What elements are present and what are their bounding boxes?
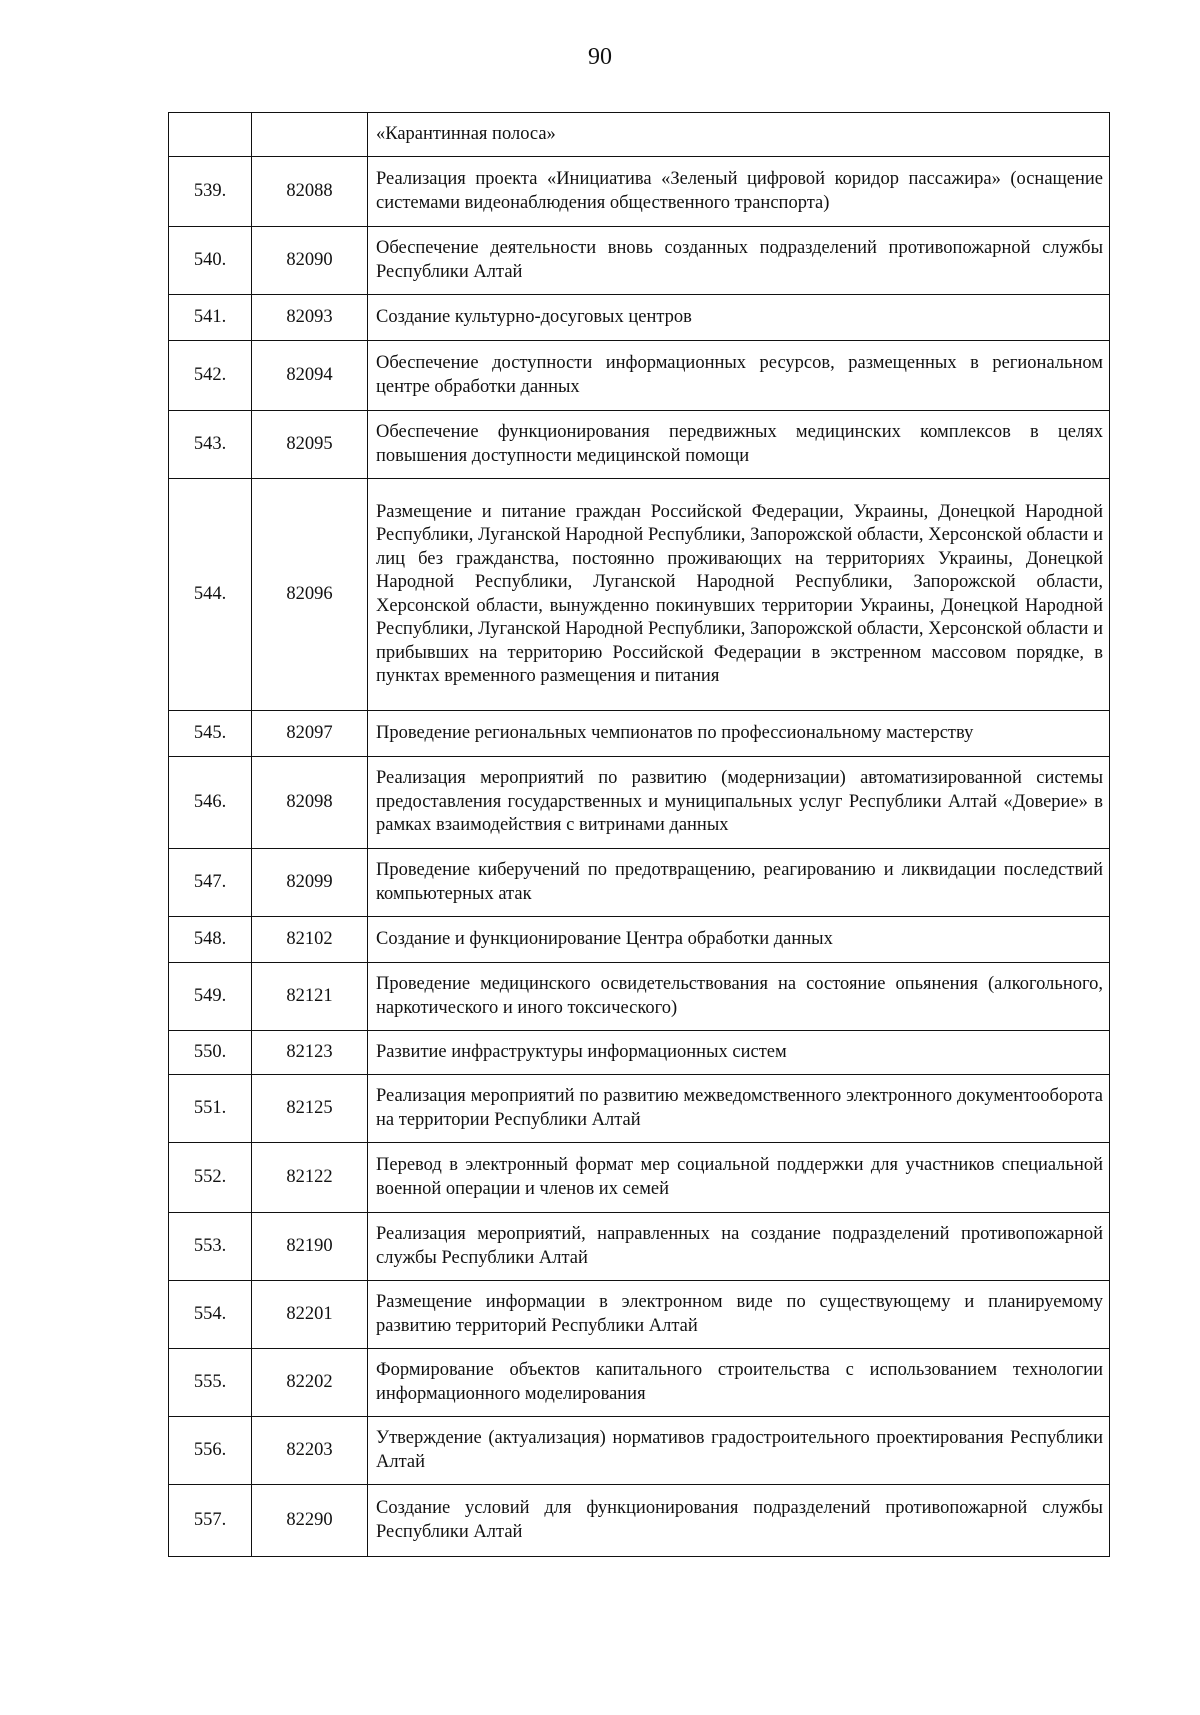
row-number: 554. (169, 1281, 252, 1349)
table-row (169, 849, 1110, 917)
row-number: 555. (169, 1349, 252, 1417)
row-text: Перевод в электронный формат мер социальной поддержки для участников специальной военной операции и членов их семей (368, 1143, 1110, 1213)
row-code: 82123 (252, 1031, 368, 1075)
row-code: 82121 (252, 963, 368, 1031)
table-row (169, 917, 1110, 963)
row-number: 552. (169, 1143, 252, 1213)
table-row (169, 757, 1110, 849)
row-text: Обеспечение деятельности вновь созданных подразделений противопожарной службы Республики Алтай (368, 227, 1110, 295)
row-code: 82097 (252, 711, 368, 757)
row-text: Развитие инфраструктуры информационных систем (368, 1031, 1110, 1075)
row-number: 540. (169, 227, 252, 295)
row-number: 541. (169, 295, 252, 341)
row-text: Реализация мероприятий по развитию (модернизации) автоматизированной системы предоставления государственных и муниципальных услуг Республики Алтай «Доверие» в рамках взаимодействия с витринами данных (368, 757, 1110, 849)
row-text: Создание культурно-досуговых центров (368, 295, 1110, 341)
row-number: 557. (169, 1485, 252, 1557)
table-row (169, 1213, 1110, 1281)
row-text: Утверждение (актуализация) нормативов градостроительного проектирования Республики Алтай (368, 1417, 1110, 1485)
row-code: 82290 (252, 1485, 368, 1557)
row-number: 550. (169, 1031, 252, 1075)
row-number: 543. (169, 411, 252, 479)
row-number: 545. (169, 711, 252, 757)
row-code: 82190 (252, 1213, 368, 1281)
row-number: 548. (169, 917, 252, 963)
row-text: Размещение информации в электронном виде по существующему и планируемому развитию территорий Республики Алтай (368, 1281, 1110, 1349)
table-row (169, 227, 1110, 295)
table-row (169, 711, 1110, 757)
row-text: Обеспечение функционирования передвижных медицинских комплексов в целях повышения доступности медицинской помощи (368, 411, 1110, 479)
table-row (169, 157, 1110, 227)
row-code: 82099 (252, 849, 368, 917)
row-text: Реализация проекта «Инициатива «Зеленый цифровой коридор пассажира» (оснащение системами видеонаблюдения общественного транспорта) (368, 157, 1110, 227)
row-text: Размещение и питание граждан Российской Федерации, Украины, Донецкой Народной Республики, Луганской Народной Республики, Запорожской области, Херсонской области и лиц без гражданства, постоянно проживающих на территориях Украины, Донецкой Народной Республики, Луганской Народной Республики, Запорожской области, Херсонской области, вынужденно покинувших территории Украины, Донецкой Народной Республики, Луганской Народной Республики, Запорожской области, Херсонской области и прибывших на территорию Российской Федерации в экстренном массовом порядке, в пунктах временного размещения и питания (368, 479, 1110, 711)
table-row (169, 411, 1110, 479)
row-number: 546. (169, 757, 252, 849)
table-row (169, 1485, 1110, 1557)
table-row (169, 1349, 1110, 1417)
row-text: Проведение региональных чемпионатов по профессиональному мастерству (368, 711, 1110, 757)
row-number (169, 113, 252, 157)
row-text: Проведение медицинского освидетельствования на состояние опьянения (алкогольного, наркотического и иного токсического) (368, 963, 1110, 1031)
row-code (252, 113, 368, 157)
row-code: 82201 (252, 1281, 368, 1349)
row-text: Обеспечение доступности информационных ресурсов, размещенных в региональном центре обработки данных (368, 341, 1110, 411)
table-row (169, 1417, 1110, 1485)
row-text: Реализация мероприятий по развитию межведомственного электронного документооборота на территории Республики Алтай (368, 1075, 1110, 1143)
table-row (169, 479, 1110, 711)
row-code: 82095 (252, 411, 368, 479)
row-code: 82094 (252, 341, 368, 411)
table-row (169, 963, 1110, 1031)
row-number: 549. (169, 963, 252, 1031)
table-row (169, 341, 1110, 411)
table-row (169, 1143, 1110, 1213)
table-row (169, 1281, 1110, 1349)
row-text: Создание и функционирование Центра обработки данных (368, 917, 1110, 963)
table-row (169, 1031, 1110, 1075)
table-row (169, 1075, 1110, 1143)
row-code: 82088 (252, 157, 368, 227)
row-code: 82096 (252, 479, 368, 711)
row-code: 82098 (252, 757, 368, 849)
row-number: 553. (169, 1213, 252, 1281)
table-row (169, 295, 1110, 341)
row-text: Формирование объектов капитального строительства с использованием технологии информационного моделирования (368, 1349, 1110, 1417)
row-text: Создание условий для функционирования подразделений противопожарной службы Республики Алтай (368, 1485, 1110, 1557)
row-text: «Карантинная полоса» (368, 113, 1110, 157)
row-number: 539. (169, 157, 252, 227)
row-code: 82090 (252, 227, 368, 295)
row-number: 547. (169, 849, 252, 917)
row-number: 556. (169, 1417, 252, 1485)
row-code: 82202 (252, 1349, 368, 1417)
table-row (169, 113, 1110, 157)
row-code: 82102 (252, 917, 368, 963)
page-number: 90 (588, 44, 612, 70)
row-code: 82122 (252, 1143, 368, 1213)
row-code: 82203 (252, 1417, 368, 1485)
row-code: 82125 (252, 1075, 368, 1143)
row-code: 82093 (252, 295, 368, 341)
row-text: Проведение киберучений по предотвращению, реагированию и ликвидации последствий компьютерных атак (368, 849, 1110, 917)
row-text: Реализация мероприятий, направленных на создание подразделений противопожарной службы Республики Алтай (368, 1213, 1110, 1281)
row-number: 542. (169, 341, 252, 411)
document-table (168, 112, 1110, 1557)
row-number: 544. (169, 479, 252, 711)
row-number: 551. (169, 1075, 252, 1143)
